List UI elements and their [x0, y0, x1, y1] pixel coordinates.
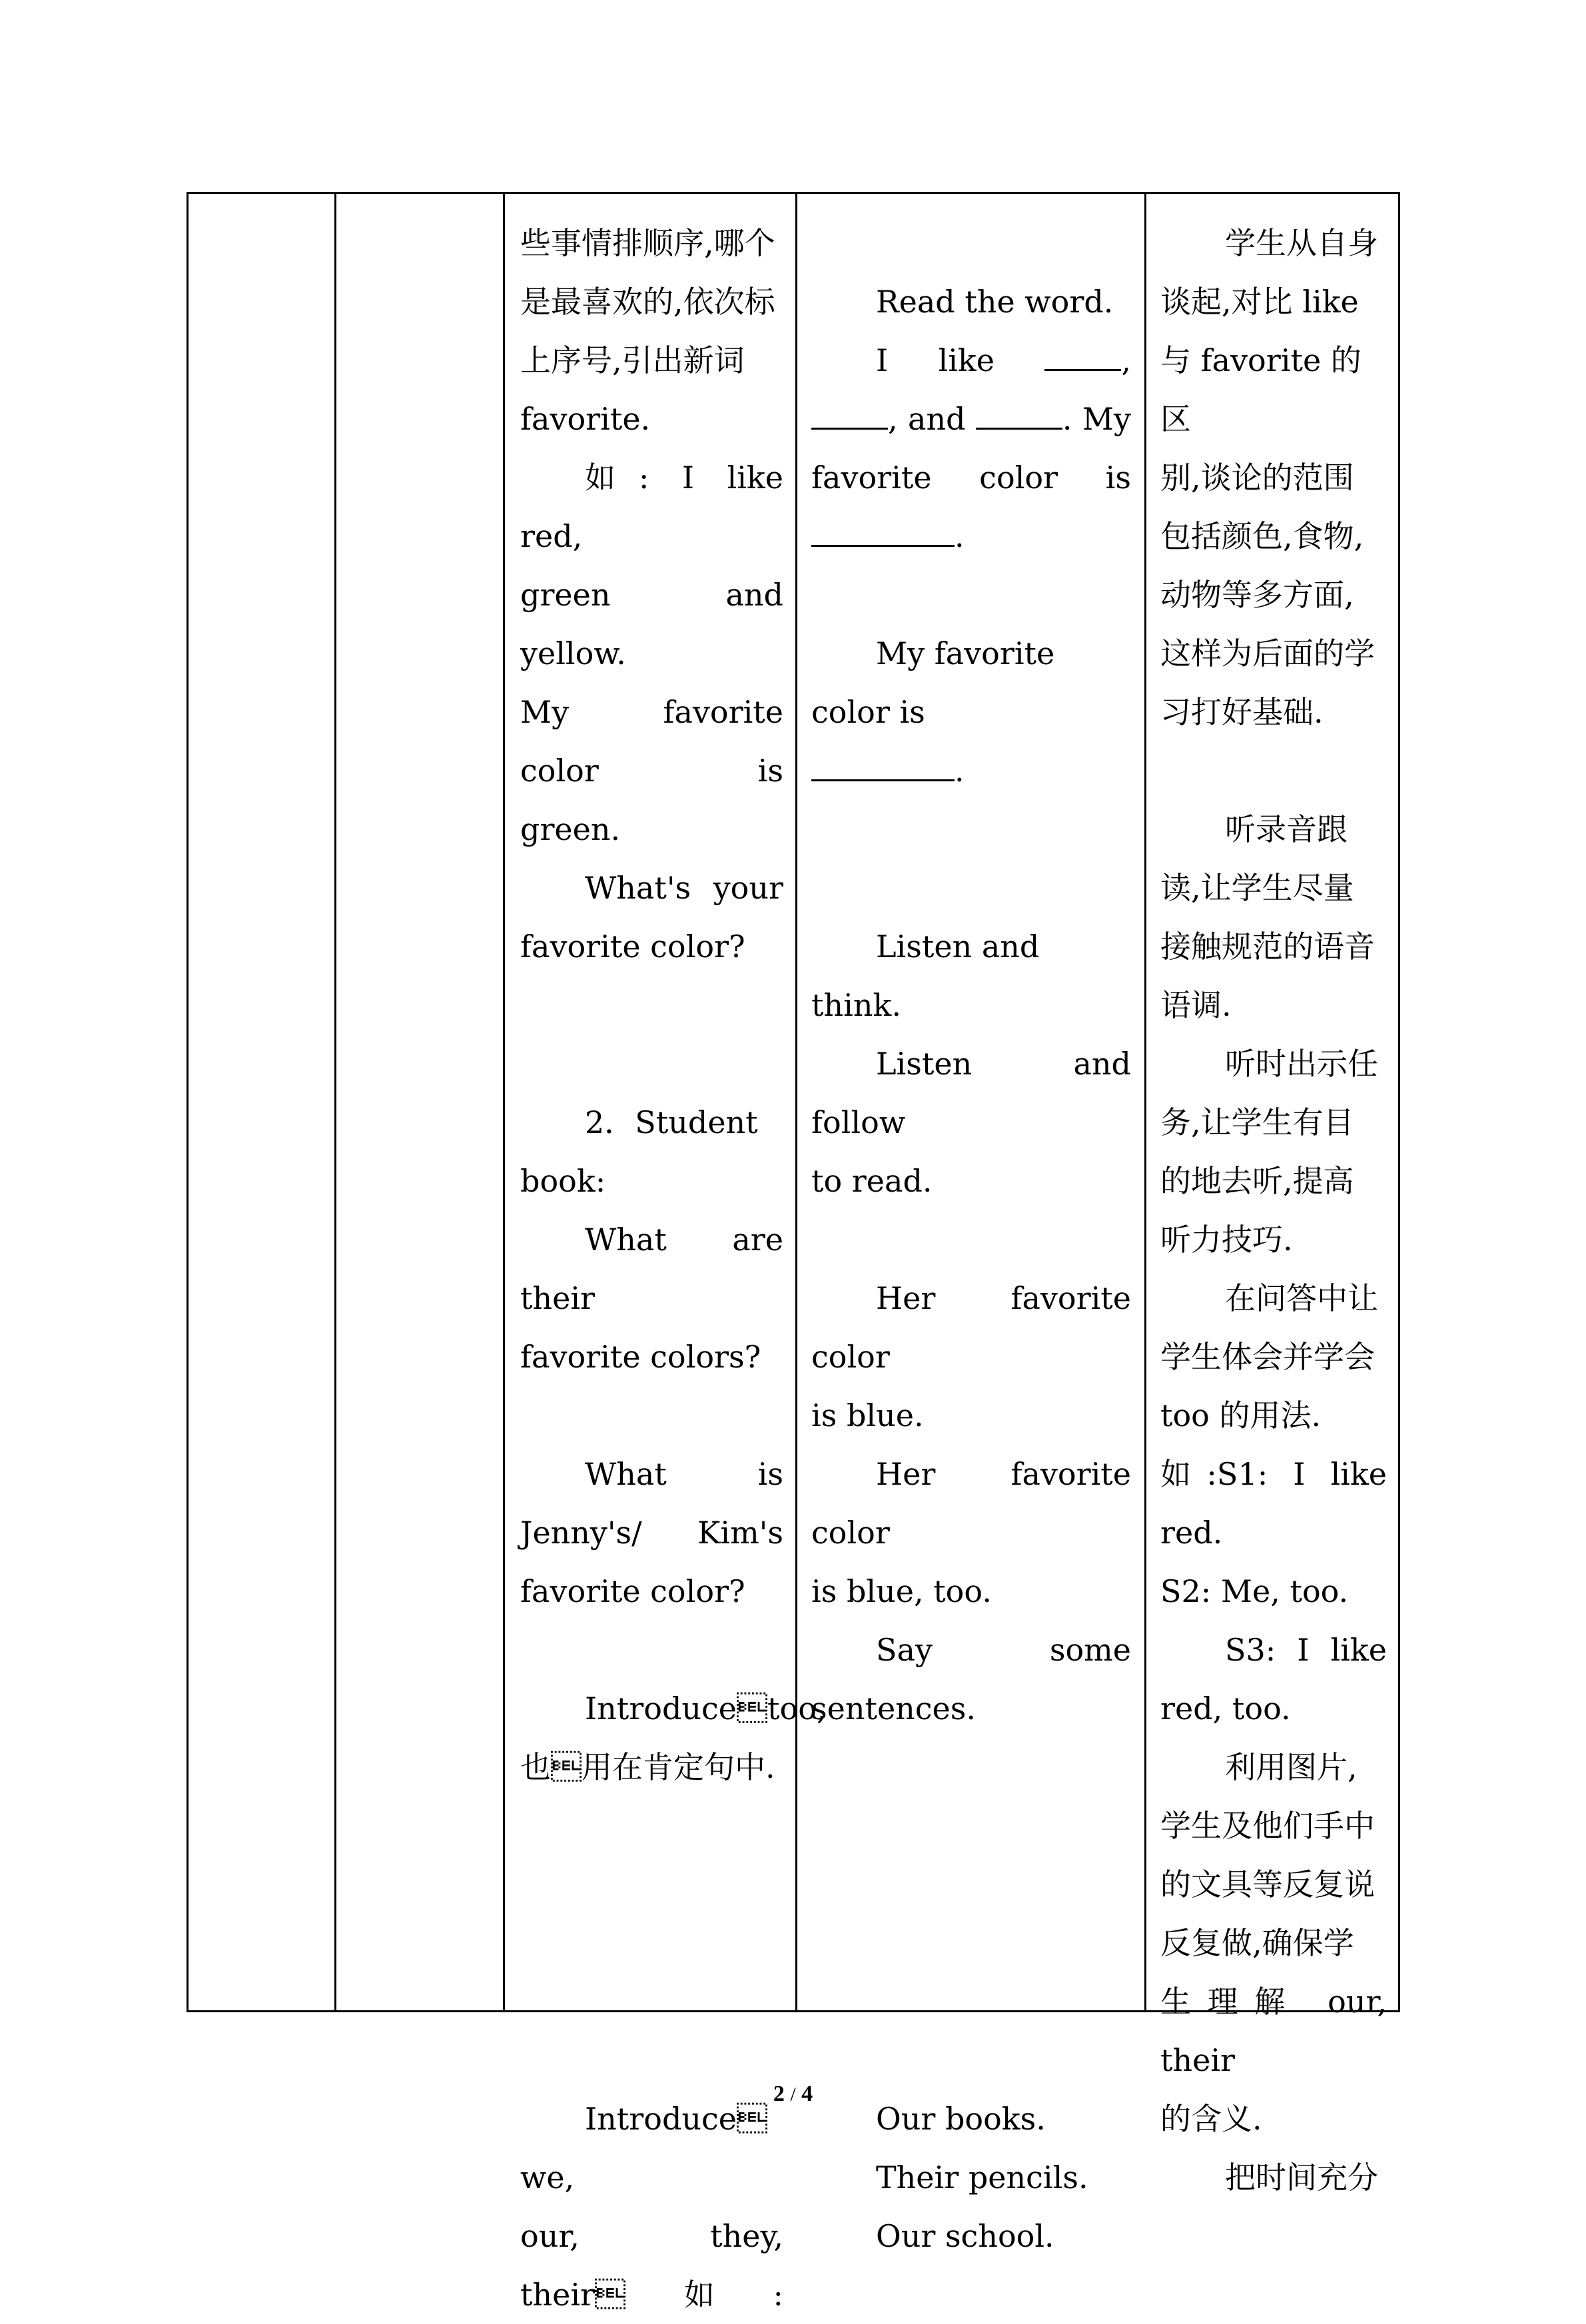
blank-line — [1044, 340, 1121, 371]
text-line: 接触规范的语音 — [1160, 929, 1375, 965]
text-line: 听录音跟 — [1225, 811, 1348, 847]
text-line: favorite. — [520, 401, 651, 437]
text-line: Say some — [876, 1632, 1131, 1668]
text-line: 读,让学生尽量 — [1160, 870, 1354, 906]
text-line: 些事情排顺序,哪个 — [520, 225, 775, 261]
text-line: Listen and follow — [811, 1046, 1131, 1140]
fill-blank-line — [811, 507, 1131, 566]
text-line: Their pencils. — [876, 2159, 1088, 2195]
text-line: favorite color is — [811, 460, 1131, 496]
text-line: is blue. — [811, 1397, 924, 1433]
column-divider — [334, 194, 336, 2010]
text-line: sentences. — [811, 1691, 977, 1727]
text-line: favorite colors? — [520, 1339, 761, 1375]
text-line: 学生从自身 — [1225, 225, 1378, 261]
text-segment: . My — [1062, 401, 1131, 437]
text-line: 听时出示任 — [1225, 1046, 1378, 1082]
text-line: 学生体会并学会 — [1160, 1339, 1375, 1375]
text-line: Introducetoo, — [585, 1691, 827, 1727]
text-line: What is — [585, 1456, 783, 1492]
text-line: 听力技巧. — [1160, 1222, 1293, 1258]
text-line: 的文具等反复说 — [1160, 1866, 1375, 1902]
text-line: red, too. — [1160, 1691, 1291, 1727]
text-line: 包括颜色,食物, — [1160, 518, 1364, 554]
text-line: 利用图片, — [1225, 1749, 1358, 1785]
blank-line — [811, 750, 955, 781]
text-line: 也用在肯定句中. — [520, 1749, 775, 1785]
blank-line — [811, 398, 888, 430]
text-line: green and yellow. — [520, 577, 783, 671]
lesson-table — [187, 192, 1400, 2313]
total-pages: 4 — [801, 2082, 813, 2106]
design-intent-column — [1160, 214, 1387, 2207]
text-line: Our books. — [876, 2101, 1046, 2137]
text-line: 把时间充分 — [1225, 2159, 1378, 2195]
text-line: 语调. — [1160, 987, 1232, 1023]
text-segment: I like — [876, 342, 995, 378]
text-line: 学生及他们手中 — [1160, 1808, 1375, 1844]
text-line: What's your — [585, 870, 783, 906]
fill-blank-line — [811, 390, 1131, 448]
text-line: S3: I like — [1225, 1632, 1387, 1668]
blank-line — [976, 398, 1062, 430]
text-line: favorite color? — [520, 929, 745, 965]
text-line: Our school. — [876, 2218, 1054, 2254]
text-line: My favorite color is — [520, 694, 783, 789]
text-line: 如: I like red, — [520, 460, 783, 554]
text-line: 如:S1: I like red. — [1160, 1456, 1387, 1551]
blank-line — [811, 516, 955, 547]
text-line: green. — [520, 811, 621, 847]
text-line: Jenny's/ Kim's — [520, 1515, 783, 1551]
text-line: My favorite color is — [811, 635, 1055, 730]
text-line: favorite color? — [520, 1573, 745, 1609]
text-line: book: — [520, 1163, 606, 1199]
page-number — [0, 2082, 1586, 2107]
text-line: Her favorite color — [811, 1456, 1131, 1551]
text-line: 上序号,引出新词 — [520, 342, 745, 378]
text-line: 生理解 our, their — [1160, 1984, 1387, 2078]
fill-blank-line — [811, 331, 1131, 390]
text-segment: , — [888, 401, 898, 437]
text-line: Read the word. — [876, 284, 1114, 320]
text-segment: , — [1121, 342, 1131, 378]
text-segment: . — [955, 753, 965, 789]
text-line: Introduce we, — [520, 2101, 768, 2195]
text-line: 与 favorite 的区 — [1160, 342, 1362, 437]
text-line: What are their — [520, 1222, 783, 1316]
text-line: 在问答中让 — [1225, 1280, 1378, 1316]
text-line: 反复做,确保学 — [1160, 1925, 1354, 1961]
student-activity-column — [811, 214, 1131, 2265]
fill-blank-line — [811, 741, 1131, 800]
text-segment: and — [908, 401, 966, 437]
text-line: 的含义. — [1160, 2101, 1262, 2137]
column-divider — [503, 194, 505, 2010]
text-line: is blue, too. — [811, 1573, 992, 1609]
page-separator: / — [790, 2084, 796, 2106]
text-segment: . — [955, 518, 965, 554]
text-line: 2．Student — [585, 1104, 758, 1140]
text-line: too 的用法. — [1160, 1397, 1322, 1433]
teacher-activity-column — [520, 214, 827, 2324]
text-line: 务,让学生有目 — [1160, 1104, 1354, 1140]
current-page: 2 — [773, 2082, 785, 2106]
text-line: 是最喜欢的,依次标 — [520, 284, 775, 320]
text-line: 的地去听,提高 — [1160, 1163, 1354, 1199]
text-line: 动物等多方面, — [1160, 577, 1354, 613]
text-line: our, they, their如: — [520, 2218, 783, 2313]
text-line: 谈起,对比 like — [1160, 284, 1359, 320]
text-line: 别,谈论的范围 — [1160, 460, 1354, 496]
text-line: Her favorite color — [811, 1280, 1131, 1375]
text-line: 这样为后面的学 — [1160, 635, 1375, 671]
text-line: Listen and think. — [811, 929, 1040, 1023]
text-line: 习打好基础. — [1160, 694, 1324, 730]
text-line: S2: Me, too. — [1160, 1573, 1349, 1609]
column-divider — [1144, 194, 1146, 2010]
text-line: to read. — [811, 1163, 933, 1199]
